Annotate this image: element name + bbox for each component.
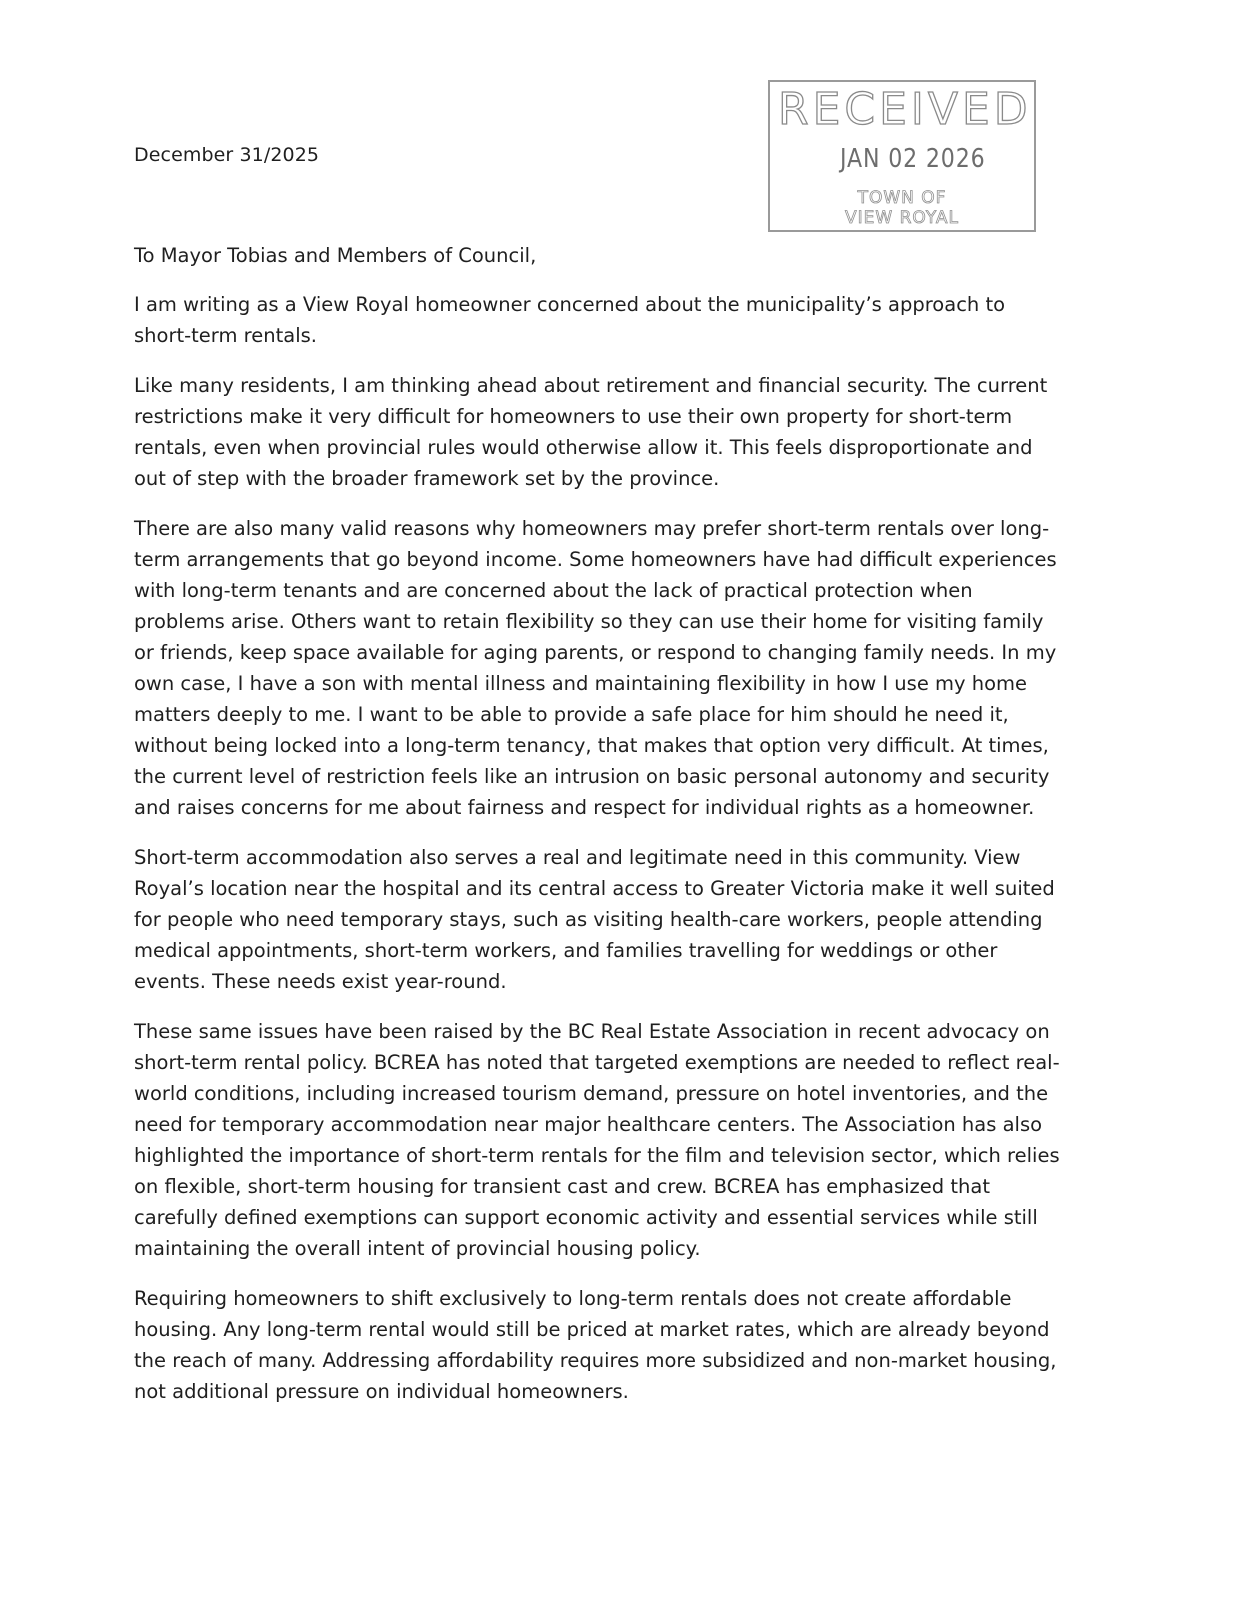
paragraph-4: Short-term accommodation also serves a real and legitimate need in this community. View Royal’s location near the hospital and its central access to Greater Victoria make it well suited for people who need temporary stays, such as visiting health-care workers, people attending medical appointments, short-term workers, and families travelling for weddings or other events. These needs exist year-round. <box>134 846 1055 993</box>
stamp-town-line-1: TOWN OF <box>857 188 947 208</box>
received-stamp <box>768 80 1036 232</box>
paragraph-5: These same issues have been raised by the BC Real Estate Association in recent advocacy on short-term rental policy. BCREA has noted that targeted exemptions are needed to reflect real-world conditions, including increased tourism demand, pressure on hotel inventories, and the need for temporary accommodation near major healthcare centers. The Association has also highlighted the importance of short-term rentals for the film and television sector, which relies on flexible, short-term housing for transient cast and crew. BCREA has emphasized that carefully defined exemptions can support economic activity and essential services while still maintaining the overall intent of provincial housing policy. <box>134 1020 1060 1260</box>
stamp-town-line-2: VIEW ROYAL <box>844 208 960 228</box>
paragraph-2: Like many residents, I am thinking ahead about retirement and financial security. The current restrictions make it very difficult for homeowners to use their own property for short-term rentals, even when provincial rules would otherwise allow it. This feels disproportionate and out of step with the broader framework set by the province. <box>134 374 1048 490</box>
paragraph-6: Requiring homeowners to shift exclusively to long-term rentals does not create affordable housing. Any long-term rental would still be priced at market rates, which are already beyond the reach of many. Addressing affordability requires more subsidized and non-market housing, not additional pressure on individual homeowners. <box>134 1287 1057 1403</box>
stamp-town <box>770 188 1034 228</box>
paragraph-3: There are also many valid reasons why homeowners may prefer short-term rentals over long-term arrangements that go beyond income. Some homeowners have had difficult experiences with long-term tenants and are concerned about the lack of practical protection when problems arise. Others want to retain flexibility so they can use their home for visiting family or friends, keep space available for aging parents, or respond to changing family needs. In my own case, I have a son with mental illness and maintaining flexibility in how I use my home matters deeply to me. I want to be able to provide a safe place for him should he need it, without being locked into a long-term tenancy, that makes that option very difficult. At times, the current level of restriction feels like an intrusion on basic personal autonomy and security and raises concerns for me about fairness and respect for individual rights as a homeowner. <box>134 517 1057 819</box>
stamp-heading: RECEIVED <box>778 84 1032 135</box>
stamp-date: JAN 02 2026 <box>840 144 986 174</box>
letter-date: December 31/2025 <box>134 144 320 166</box>
salutation: To Mayor Tobias and Members of Council, <box>134 244 537 267</box>
paragraph-1: I am writing as a View Royal homeowner concerned about the municipality’s approach to short-term rentals. <box>134 293 1006 347</box>
letter-body <box>134 240 1068 1426</box>
